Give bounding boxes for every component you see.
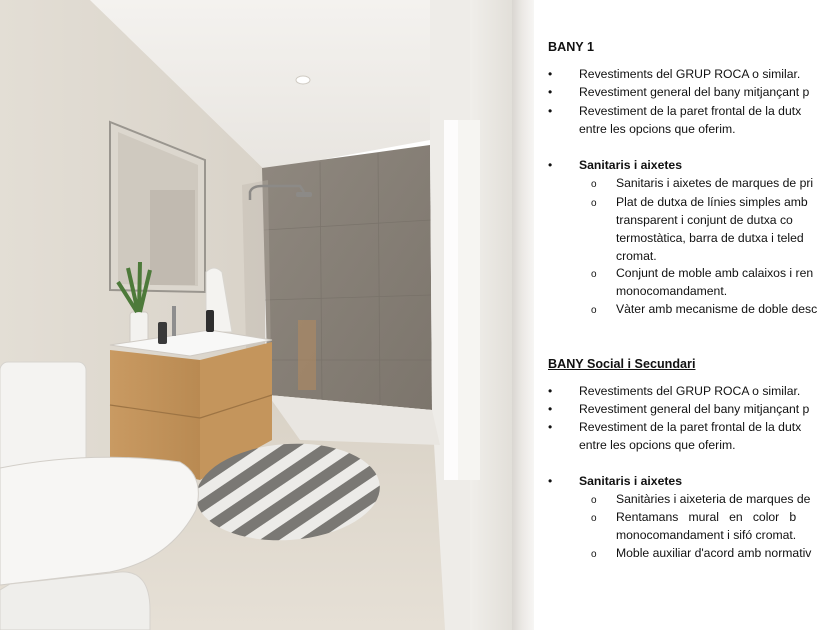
sub-list-item: Rentamans mural en color b [616, 510, 797, 524]
list-item: Revestiment de la paret frontal de la dutx [579, 104, 802, 118]
sub-list-item-continuation: monocomandament. [616, 284, 728, 298]
sub-list-item-continuation: transparent i conjunt de dutxa co [616, 213, 793, 227]
sub-bullet-marker: o [591, 269, 597, 280]
list-item-continuation: entre les opcions que oferim. [579, 122, 736, 136]
section-heading-bany-social: BANY Social i Secundari [548, 357, 696, 371]
list-item: Revestiments del GRUP ROCA o similar. [579, 384, 801, 398]
sub-bullet-marker: o [591, 179, 597, 190]
list-item: Revestiments del GRUP ROCA o similar. [579, 67, 801, 81]
bullet-marker: • [548, 104, 553, 118]
list-item: Revestiment de la paret frontal de la dutx [579, 420, 802, 434]
sub-list-item: Sanitaris i aixetes de marques de pri [616, 176, 814, 190]
section-heading-bany-1: BANY 1 [548, 40, 594, 54]
subsection-title-sanitaris: Sanitaris i aixetes [579, 474, 682, 488]
sub-bullet-marker: o [591, 198, 597, 209]
sub-list-item: Moble auxiliar d'acord amb normativ [616, 546, 812, 560]
sub-bullet-marker: o [591, 305, 597, 316]
sub-list-item: Conjunt de moble amb calaixos i ren [616, 266, 814, 280]
sub-list-item-continuation: termostàtica, barra de dutxa i teled [616, 231, 804, 245]
sub-bullet-marker: o [591, 549, 597, 560]
bullet-marker: • [548, 474, 553, 488]
sub-bullet-marker: o [591, 513, 597, 524]
bullet-marker: • [548, 384, 553, 398]
sub-list-item: Sanitàries i aixeteria de marques de [616, 492, 811, 506]
bullet-marker: • [548, 67, 553, 81]
bullet-marker: • [548, 402, 553, 416]
sub-list-item-continuation: monocomandament i sifó cromat. [616, 528, 797, 542]
sub-list-item: Plat de dutxa de línies simples amb [616, 195, 808, 209]
list-item-continuation: entre les opcions que oferim. [579, 438, 736, 452]
bullet-marker: • [548, 85, 553, 99]
bullet-marker: • [548, 158, 553, 172]
subsection-title-sanitaris: Sanitaris i aixetes [579, 158, 682, 172]
bullet-marker: • [548, 420, 553, 434]
list-item: Revestiment general del bany mitjançant p [579, 402, 810, 416]
page-divider [512, 0, 534, 630]
sub-list-item-continuation: cromat. [616, 249, 657, 263]
sub-bullet-marker: o [591, 495, 597, 506]
specification-document [548, 0, 840, 630]
list-item: Revestiment general del bany mitjançant p [579, 85, 810, 99]
sub-list-item: Vàter amb mecanisme de doble desc [616, 302, 818, 316]
